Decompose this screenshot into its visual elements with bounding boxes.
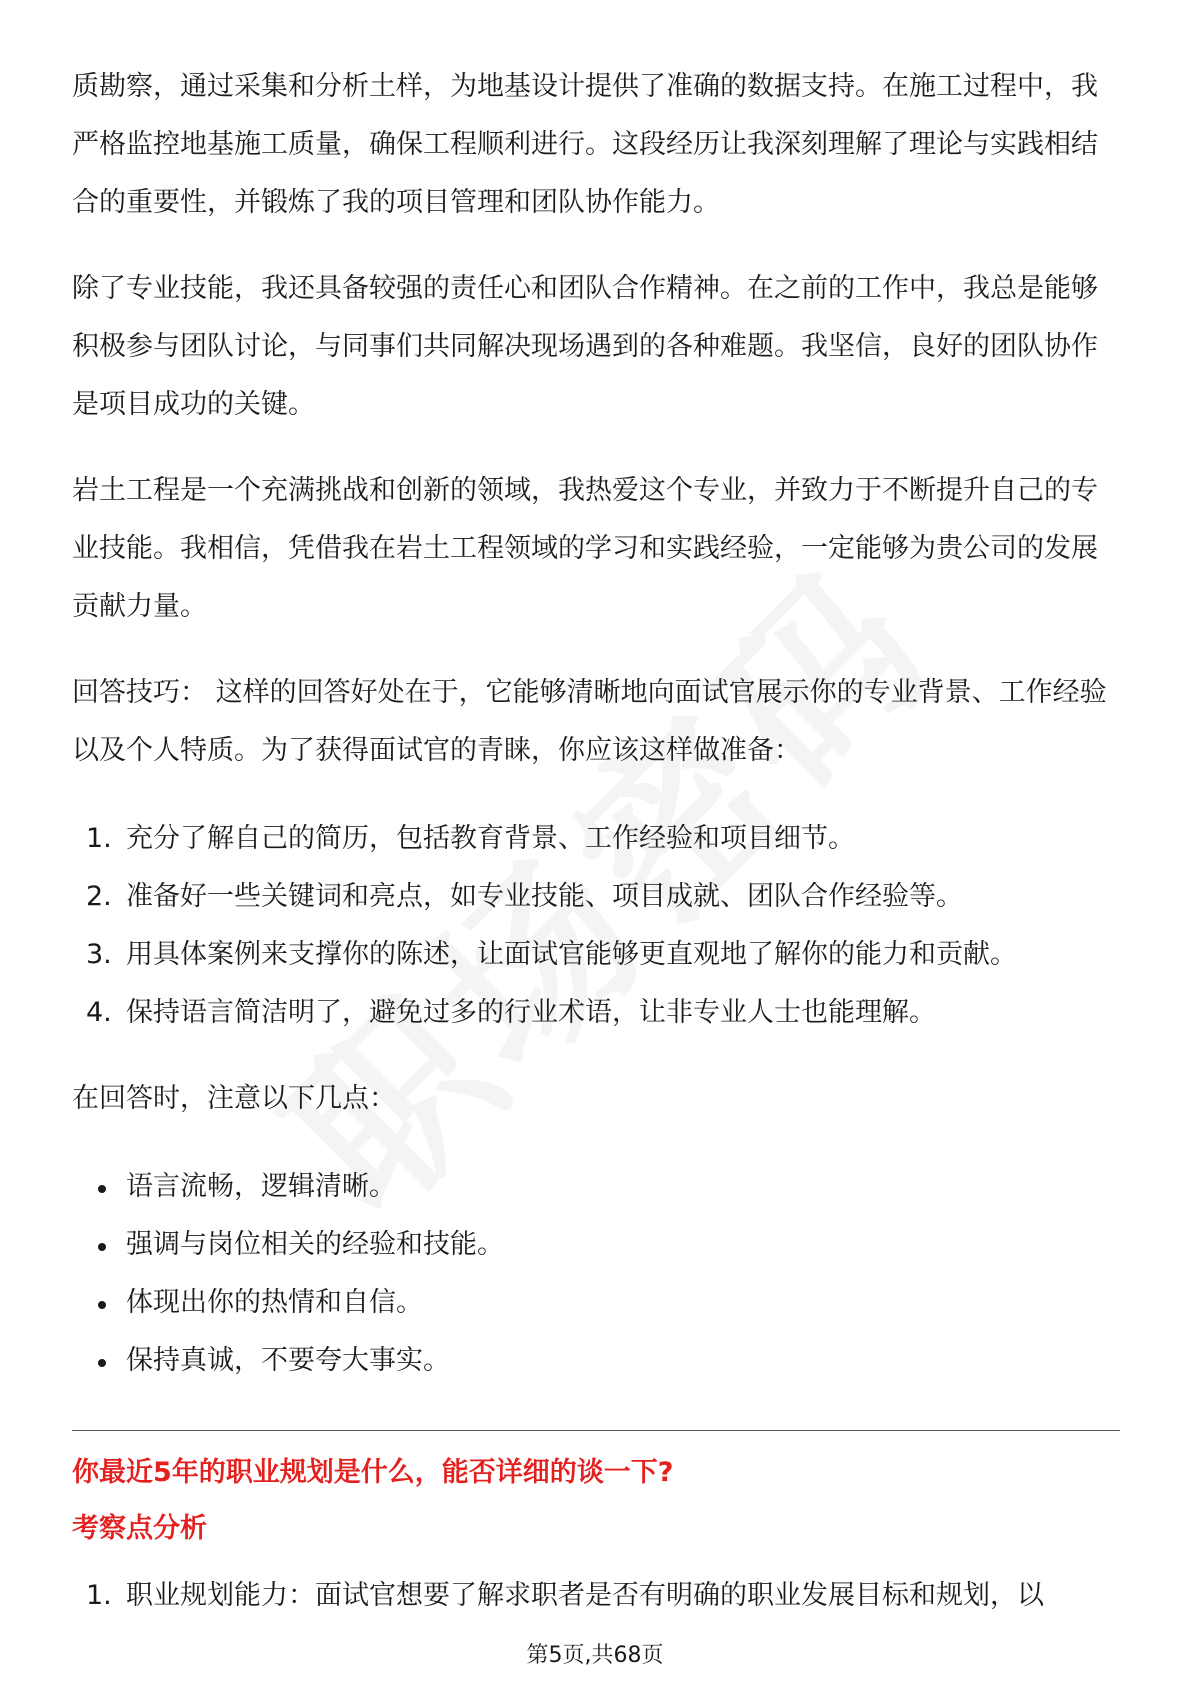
list-item: 2. 准备好一些关键词和亮点，如专业技能、项目成就、团队合作经验等。 xyxy=(86,881,963,912)
list-item: 1. 职业规划能力：面试官想要了解求职者是否有明确的职业发展目标和规划，以 xyxy=(86,1580,1044,1611)
bullet-icon xyxy=(98,1243,106,1251)
list-item: 1. 充分了解自己的简历，包括教育背景、工作经验和项目细节。 xyxy=(86,823,855,854)
bullet-icon xyxy=(98,1301,106,1309)
paragraph-passion: 岩土工程是一个充满挑战和创新的领域，我热爱这个专业，并致力于不断提升自己的专业技能。我相信，凭借我在岩土工程领域的学习和实践经验，一定能够为贵公司的发展贡献力量。 xyxy=(72,475,1098,622)
page-footer: 第5页,共68页 xyxy=(526,1643,664,1668)
bullet-icon xyxy=(98,1359,106,1367)
analysis-list xyxy=(72,1567,1120,1625)
question-title: 你最近5年的职业规划是什么，能否详细的谈一下? xyxy=(72,1457,674,1488)
analysis-heading: 考察点分析 xyxy=(72,1513,207,1544)
list-item: 强调与岗位相关的经验和技能。 xyxy=(72,1216,1120,1274)
list-item: 语言流畅，逻辑清晰。 xyxy=(72,1158,1120,1216)
paragraph-experience: 质勘察，通过采集和分析土样，为地基设计提供了准确的数据支持。在施工过程中，我严格监控地基施工质量，确保工程顺利进行。这段经历让我深刻理解了理论与实践相结合的重要性，并锻炼了我的项目管理和团队协作能力。 xyxy=(72,71,1098,218)
paragraph-answer-tips: 回答技巧： 这样的回答好处在于，它能够清晰地向面试官展示你的专业背景、工作经验以及个人特质。为了获得面试官的青睐，你应该这样做准备： xyxy=(72,677,1107,766)
section-divider xyxy=(72,1430,1120,1431)
list-item: 4. 保持语言简洁明了，避免过多的行业术语，让非专业人士也能理解。 xyxy=(86,997,936,1028)
prep-list xyxy=(72,810,1120,1042)
attention-intro: 在回答时，注意以下几点： xyxy=(72,1083,396,1114)
list-item: 保持真诚，不要夸大事实。 xyxy=(72,1332,1120,1390)
bullet-icon xyxy=(98,1185,106,1193)
attention-list xyxy=(72,1158,1120,1390)
paragraph-teamwork: 除了专业技能，我还具备较强的责任心和团队合作精神。在之前的工作中，我总是能够积极参与团队讨论，与同事们共同解决现场遇到的各种难题。我坚信，良好的团队协作是项目成功的关键。 xyxy=(72,273,1098,420)
list-item: 3. 用具体案例来支撑你的陈述，让面试官能够更直观地了解你的能力和贡献。 xyxy=(86,939,1017,970)
list-item: 体现出你的热情和自信。 xyxy=(72,1274,1120,1332)
page-content xyxy=(72,58,1120,1625)
